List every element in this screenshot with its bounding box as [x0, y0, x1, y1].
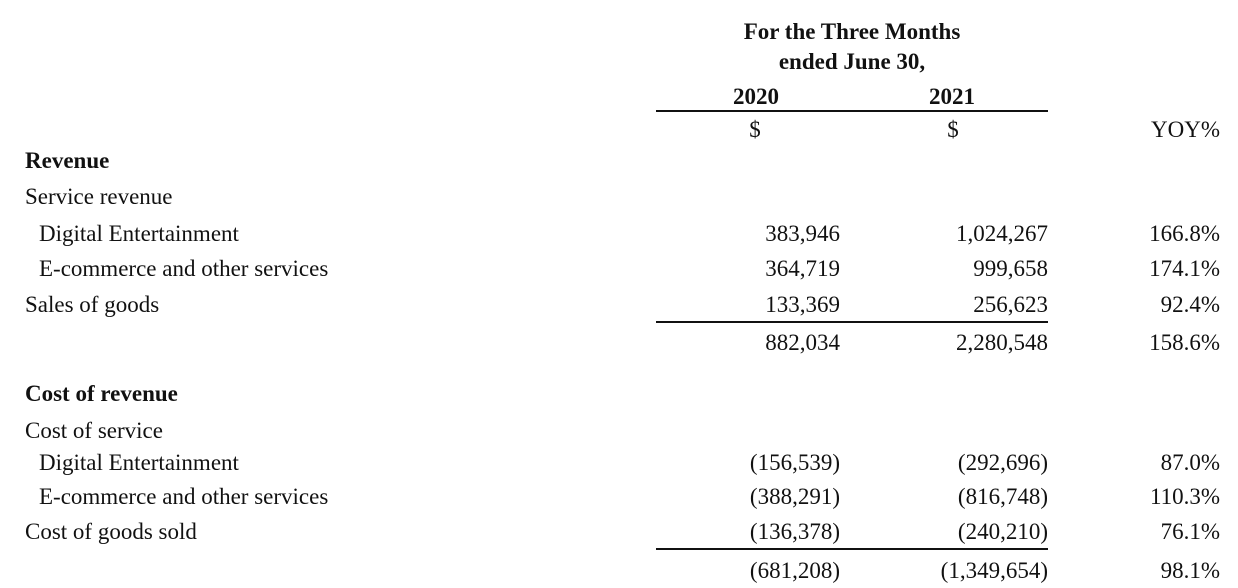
row-label: E-commerce and other services [39, 484, 329, 509]
value-2020: (388,291) [749, 484, 840, 509]
total-2020: (681,208) [749, 558, 840, 583]
value-yoy: 166.8% [1149, 221, 1220, 246]
value-2021: 999,658 [973, 256, 1048, 281]
row-label: Digital Entertainment [39, 221, 239, 246]
revenue-subtotal-rule [656, 321, 1048, 323]
total-yoy: 158.6% [1149, 330, 1220, 355]
value-2020: (136,378) [749, 519, 840, 544]
value-yoy: 76.1% [1160, 519, 1220, 544]
cost-of-service-label: Cost of service [25, 418, 163, 443]
period-header-line1: For the Three Months [743, 19, 961, 44]
currency-2021: $ [947, 117, 959, 142]
value-2021: (816,748) [957, 484, 1048, 509]
service-revenue-label: Service revenue [25, 184, 173, 209]
row-label: Cost of goods sold [25, 519, 197, 544]
yoy-header: YOY% [1151, 117, 1220, 142]
value-2020: 364,719 [765, 256, 840, 281]
row-label: E-commerce and other services [39, 256, 329, 281]
cost-of-revenue-heading: Cost of revenue [25, 381, 178, 406]
value-2021: (240,210) [957, 519, 1048, 544]
value-yoy: 87.0% [1160, 450, 1220, 475]
total-yoy: 98.1% [1160, 558, 1220, 583]
value-yoy: 174.1% [1149, 256, 1220, 281]
total-2021: (1,349,654) [940, 558, 1048, 583]
value-2021: 256,623 [973, 292, 1048, 317]
value-2020: 383,946 [765, 221, 840, 246]
header-underline [656, 110, 1048, 112]
value-2021: (292,696) [957, 450, 1048, 475]
total-2021: 2,280,548 [956, 330, 1048, 355]
value-2021: 1,024,267 [956, 221, 1048, 246]
currency-2020: $ [749, 117, 761, 142]
year-2020-header: 2020 [733, 84, 779, 109]
year-2021-header: 2021 [929, 84, 975, 109]
row-label: Sales of goods [25, 292, 160, 317]
row-label: Digital Entertainment [39, 450, 239, 475]
value-2020: 133,369 [765, 292, 840, 317]
revenue-heading: Revenue [25, 148, 110, 173]
cost-subtotal-rule [656, 548, 1048, 550]
value-yoy: 110.3% [1149, 484, 1220, 509]
period-header-line2: ended June 30, [778, 49, 926, 74]
value-2020: (156,539) [749, 450, 840, 475]
total-2020: 882,034 [765, 330, 840, 355]
value-yoy: 92.4% [1160, 292, 1220, 317]
